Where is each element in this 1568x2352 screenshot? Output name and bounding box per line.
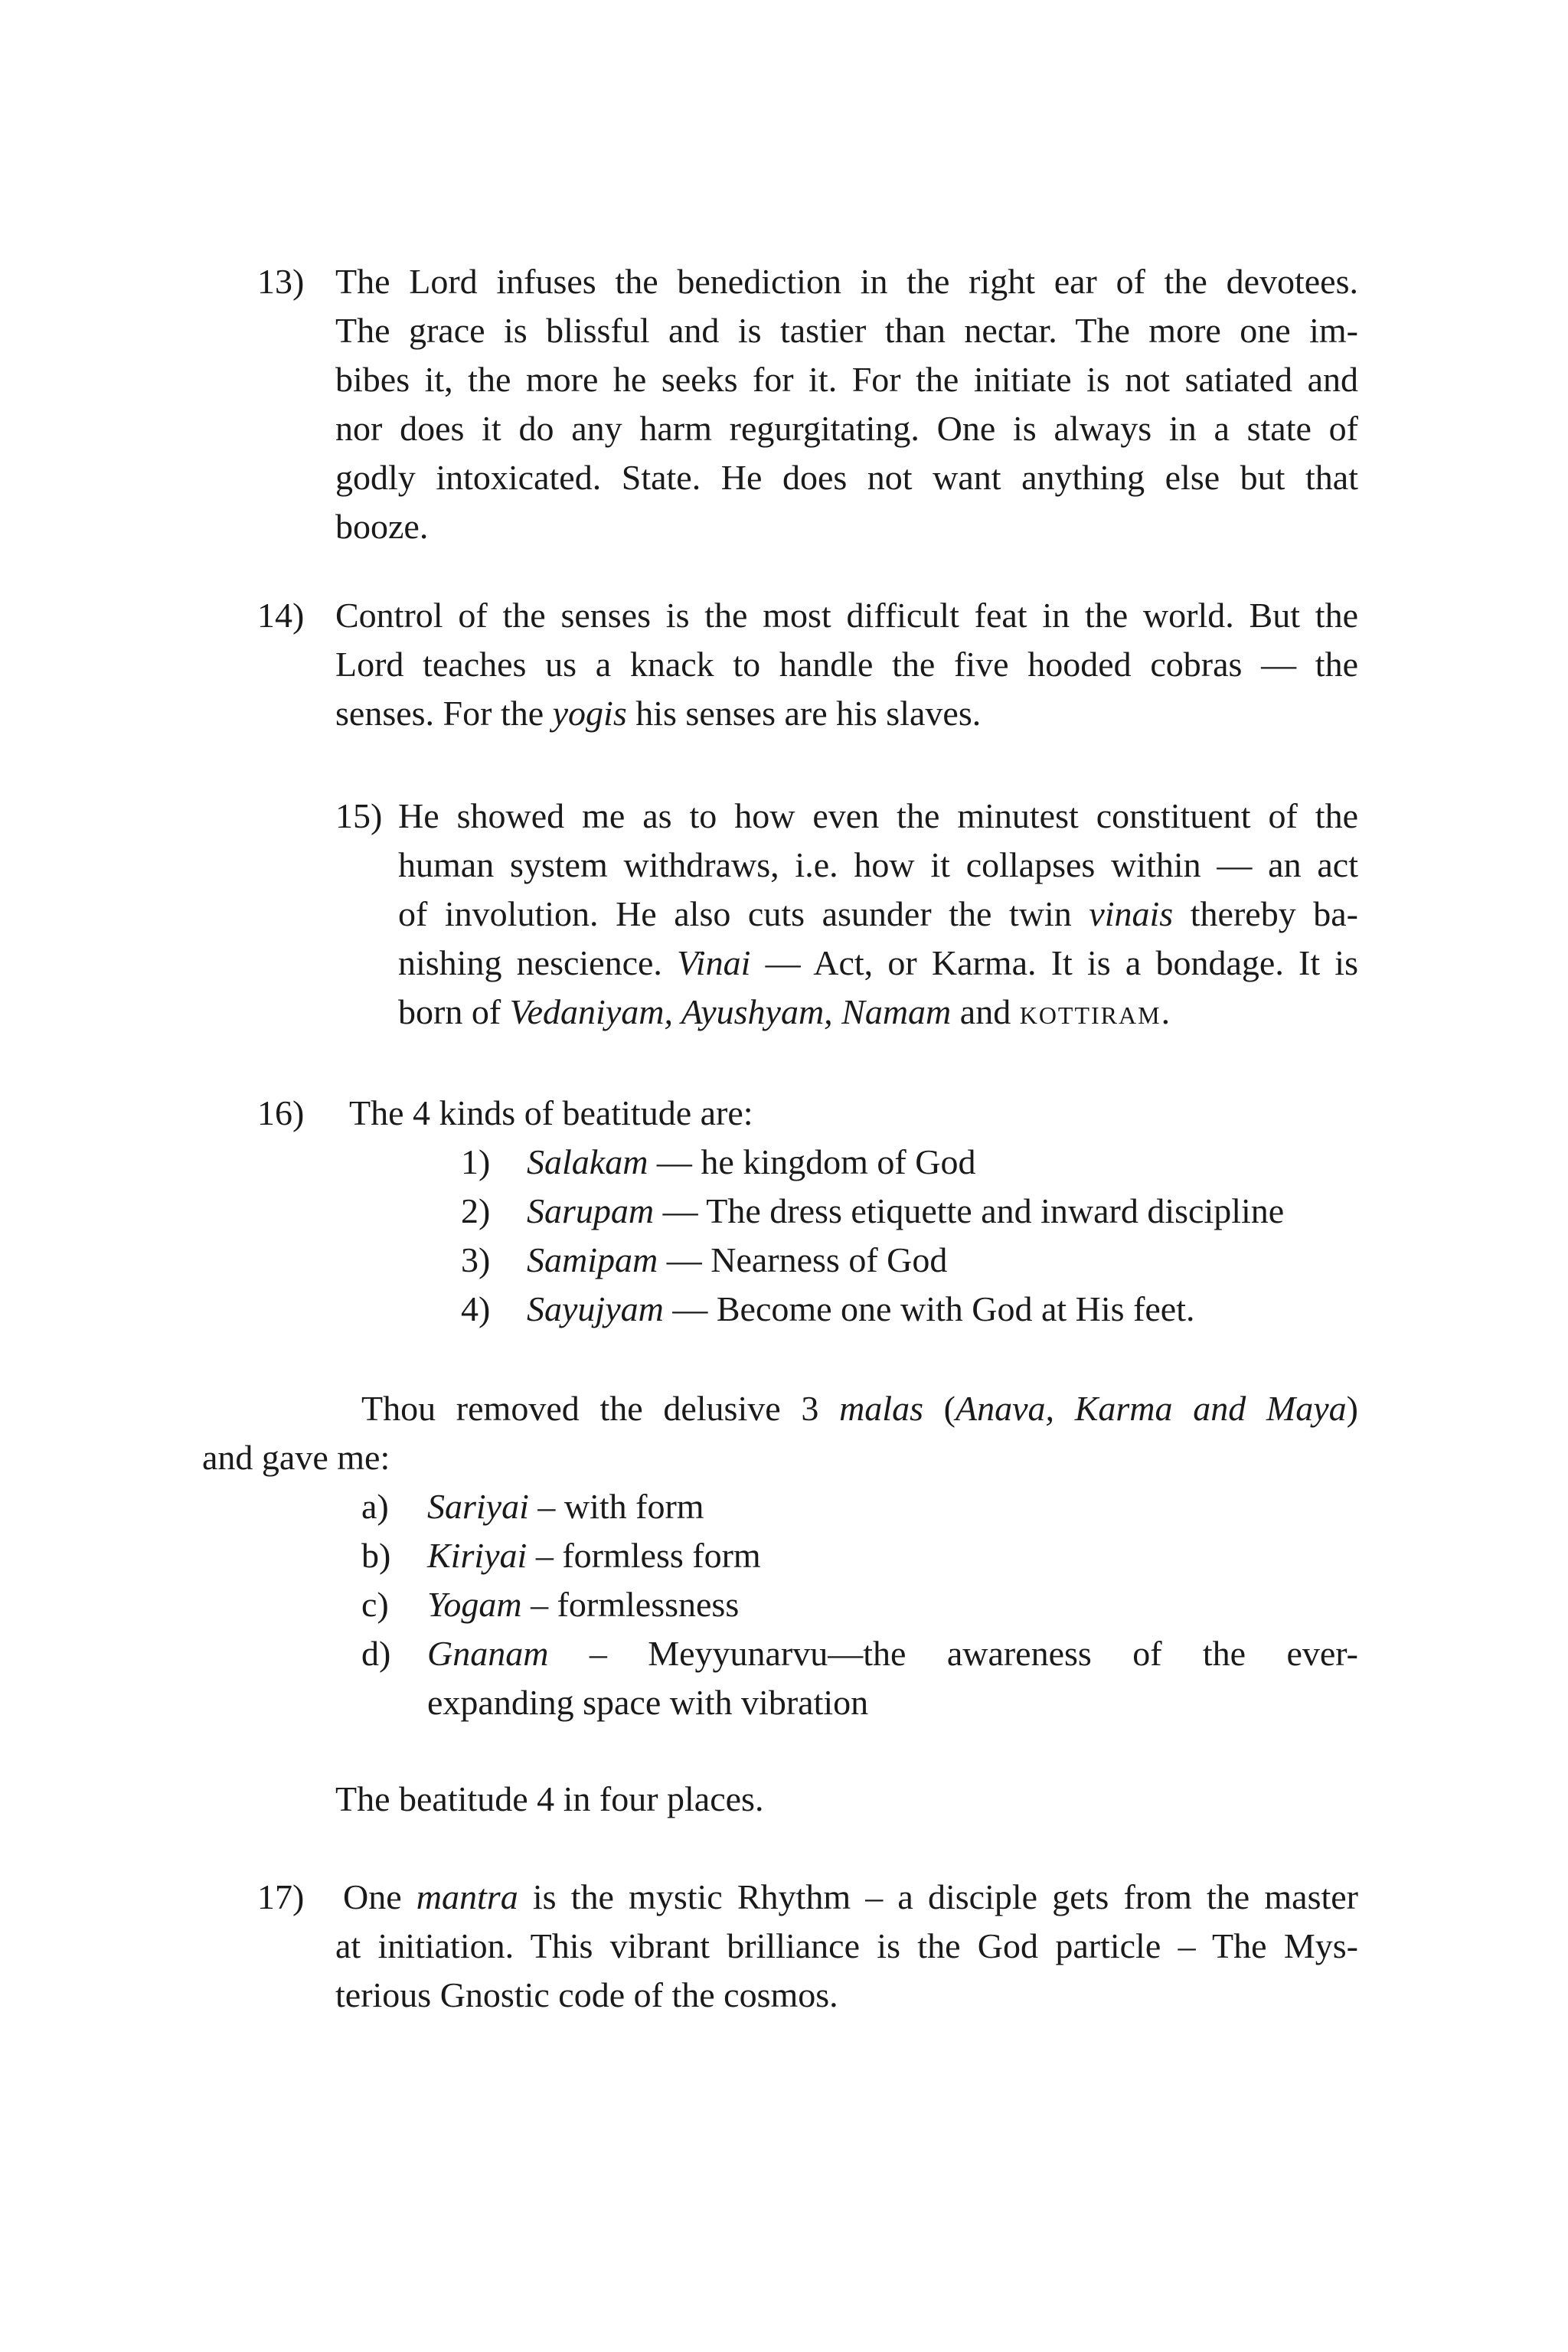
vinai-term: Vinai — [677, 943, 751, 982]
item-17-line-2: at initiation. This vibrant brilliance is the God particle – The Mys- — [335, 1926, 1358, 1965]
beatitude-4-label: 4) — [461, 1289, 491, 1328]
mala-d-line-1: Gnanam – Meyyunarvu—the awareness of the ever- — [427, 1634, 1358, 1673]
item-13-line-1: The Lord infuses the benediction in the right ear of the devotees. — [335, 262, 1358, 301]
item-14-number: 14) — [257, 596, 305, 635]
item-13-line-2: The grace is blissful and is tastier than nectar. The more one im- — [335, 311, 1358, 350]
item-17-line-3: terious Gnostic code of the cosmos. — [335, 1975, 838, 2014]
item-14-text — [335, 591, 1358, 738]
item-15-line-4: nishing nescience. Vinai — Act, or Karma. It is a bondage. It is — [398, 943, 1358, 982]
mala-b-label: b) — [361, 1536, 391, 1575]
item-17-line-1: One mantra is the mystic Rhythm – a disciple gets from the master — [343, 1877, 1358, 1916]
beatitude-1-item: Salakam — he kingdom of God — [527, 1142, 976, 1181]
mala-d-line-2: expanding space with vibration — [427, 1683, 869, 1722]
malas-line-1: Thou removed the delusive 3 malas (Anava, Karma and Maya) — [361, 1389, 1358, 1428]
item-15-line-5: born of Vedaniyam, Ayushyam, Namam and kottiram. — [398, 992, 1171, 1031]
mala-c-label: c) — [361, 1585, 389, 1624]
karma-terms: Vedaniyam, Ayushyam, Namam — [509, 992, 952, 1031]
item-17-number: 17) — [257, 1877, 305, 1916]
item-15-text — [398, 792, 1358, 1037]
item-13-line-6: booze. — [335, 507, 429, 546]
mala-d-label: d) — [361, 1634, 391, 1673]
yogis-term: yogis — [552, 694, 627, 733]
beatitude-4-item: Sayujyam — Become one with God at His feet. — [527, 1289, 1195, 1328]
item-16-number: 16) — [257, 1093, 305, 1132]
item-14-line-1: Control of the senses is the most difficult feat in the world. But the — [335, 596, 1358, 635]
beatitude-3-item: Samipam — Nearness of God — [527, 1240, 948, 1279]
mala-a-item: Sariyai – with form — [427, 1487, 704, 1526]
malas-paragraph — [202, 1384, 1358, 1482]
malas-line-2: and gave me: — [202, 1438, 390, 1477]
kottiram-term: kottiram — [1019, 992, 1161, 1031]
item-15-line-3: of involution. He also cuts asunder the twin vinais thereby ba- — [398, 894, 1358, 933]
beatitude-2-item: Sarupam — The dress etiquette and inward discipline — [527, 1191, 1285, 1230]
item-13-line-3: bibes it, the more he seeks for it. For the initiate is not satiated and — [335, 360, 1358, 399]
beatitude-1-label: 1) — [461, 1142, 491, 1181]
item-13-line-5: godly intoxicated. State. He does not want anything else but that — [335, 458, 1358, 497]
item-15-line-1: He showed me as to how even the minutest constituent of the — [398, 796, 1358, 835]
item-13-text — [335, 257, 1358, 551]
item-13-line-4: nor does it do any harm regurgitating. One is always in a state of — [335, 409, 1358, 448]
item-15-line-2: human system withdraws, i.e. how it collapses within — an act — [398, 845, 1358, 884]
item-13-number: 13) — [257, 262, 305, 301]
item-17-text — [335, 1873, 1358, 2020]
beatitude-3-label: 3) — [461, 1240, 491, 1279]
item-16-intro: The 4 kinds of beatitude are: — [349, 1093, 753, 1132]
mala-c-item: Yogam – formlessness — [427, 1585, 740, 1624]
item-14-line-3: senses. For the yogis his senses are his slaves. — [335, 694, 982, 733]
mala-a-label: a) — [361, 1487, 389, 1526]
item-14-line-2: Lord teaches us a knack to handle the five hooded cobras — the — [335, 645, 1358, 684]
beatitude-2-label: 2) — [461, 1191, 491, 1230]
vinais-term: vinais — [1089, 894, 1174, 933]
mantra-term: mantra — [416, 1877, 518, 1916]
beatitude-four-places: The beatitude 4 in four places. — [335, 1779, 764, 1818]
mala-b-item: Kiriyai – formless form — [427, 1536, 761, 1575]
mala-d-item — [427, 1629, 1358, 1727]
item-15-number: 15) — [335, 796, 383, 835]
